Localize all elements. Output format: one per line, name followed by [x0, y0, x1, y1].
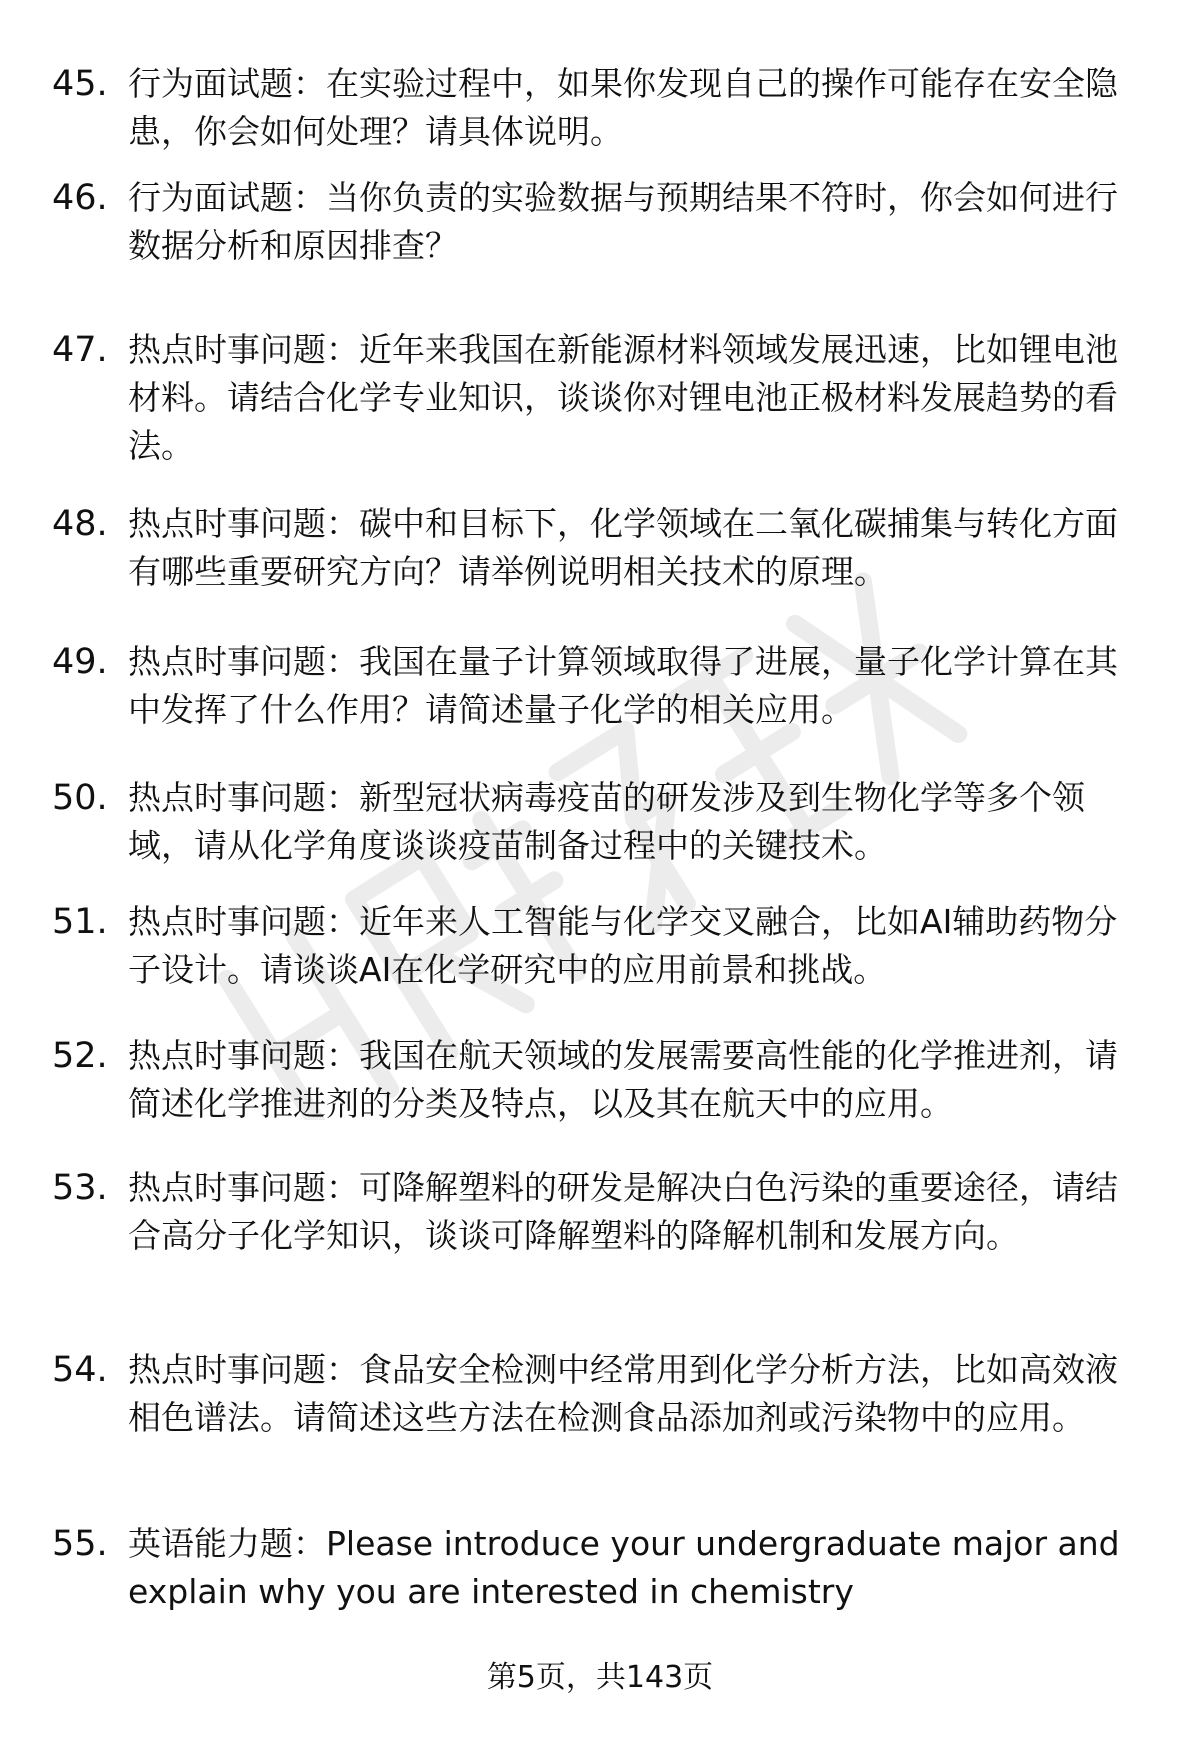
question-number: 51.: [52, 902, 108, 942]
question-number: 55.: [52, 1524, 108, 1564]
question-text: 行为面试题：当你负责的实验数据与预期结果不符时，你会如何进行数据分析和原因排查？: [128, 178, 1118, 265]
question-text: 热点时事问题：新型冠状病毒疫苗的研发涉及到生物化学等多个领域，请从化学角度谈谈疫苗制备过程中的关键技术。: [128, 778, 1085, 865]
question-text: 热点时事问题：可降解塑料的研发是解决白色污染的重要途径，请结合高分子化学知识，谈谈可降解塑料的降解机制和发展方向。: [128, 1168, 1118, 1255]
question-text: 行为面试题：在实验过程中，如果你发现自己的操作可能存在安全隐患，你会如何处理？请具体说明。: [128, 64, 1118, 151]
question-text: 热点时事问题：碳中和目标下，化学领域在二氧化碳捕集与转化方面有哪些重要研究方向？请举例说明相关技术的原理。: [128, 504, 1118, 591]
question-number: 53.: [52, 1168, 108, 1208]
question-number: 49.: [52, 642, 108, 682]
question-text: 热点时事问题：我国在航天领域的发展需要高性能的化学推进剂，请简述化学推进剂的分类及特点，以及其在航天中的应用。: [128, 1036, 1118, 1123]
question-text: 热点时事问题：食品安全检测中经常用到化学分析方法，比如高效液相色谱法。请简述这些方法在检测食品添加剂或污染物中的应用。: [128, 1350, 1118, 1437]
question-number: 46.: [52, 178, 108, 218]
question-number: 47.: [52, 330, 108, 370]
question-text: 热点时事问题：近年来我国在新能源材料领域发展迅速，比如锂电池材料。请结合化学专业知识，谈谈你对锂电池正极材料发展趋势的看法。: [128, 330, 1118, 465]
page-number: 第5页，共143页: [486, 1660, 714, 1695]
question-number: 54.: [52, 1350, 108, 1390]
question-number: 48.: [52, 504, 108, 544]
question-number: 52.: [52, 1036, 108, 1076]
question-text: 英语能力题：Please introduce your undergraduate major and explain why you are interested in chemistry: [128, 1524, 1120, 1611]
question-text: 热点时事问题：近年来人工智能与化学交叉融合，比如AI辅助药物分子设计。请谈谈AI在化学研究中的应用前景和挑战。: [128, 902, 1118, 989]
question-number: 45.: [52, 64, 108, 104]
question-number: 50.: [52, 778, 108, 818]
question-text: 热点时事问题：我国在量子计算领域取得了进展，量子化学计算在其中发挥了什么作用？请简述量子化学的相关应用。: [128, 642, 1118, 729]
